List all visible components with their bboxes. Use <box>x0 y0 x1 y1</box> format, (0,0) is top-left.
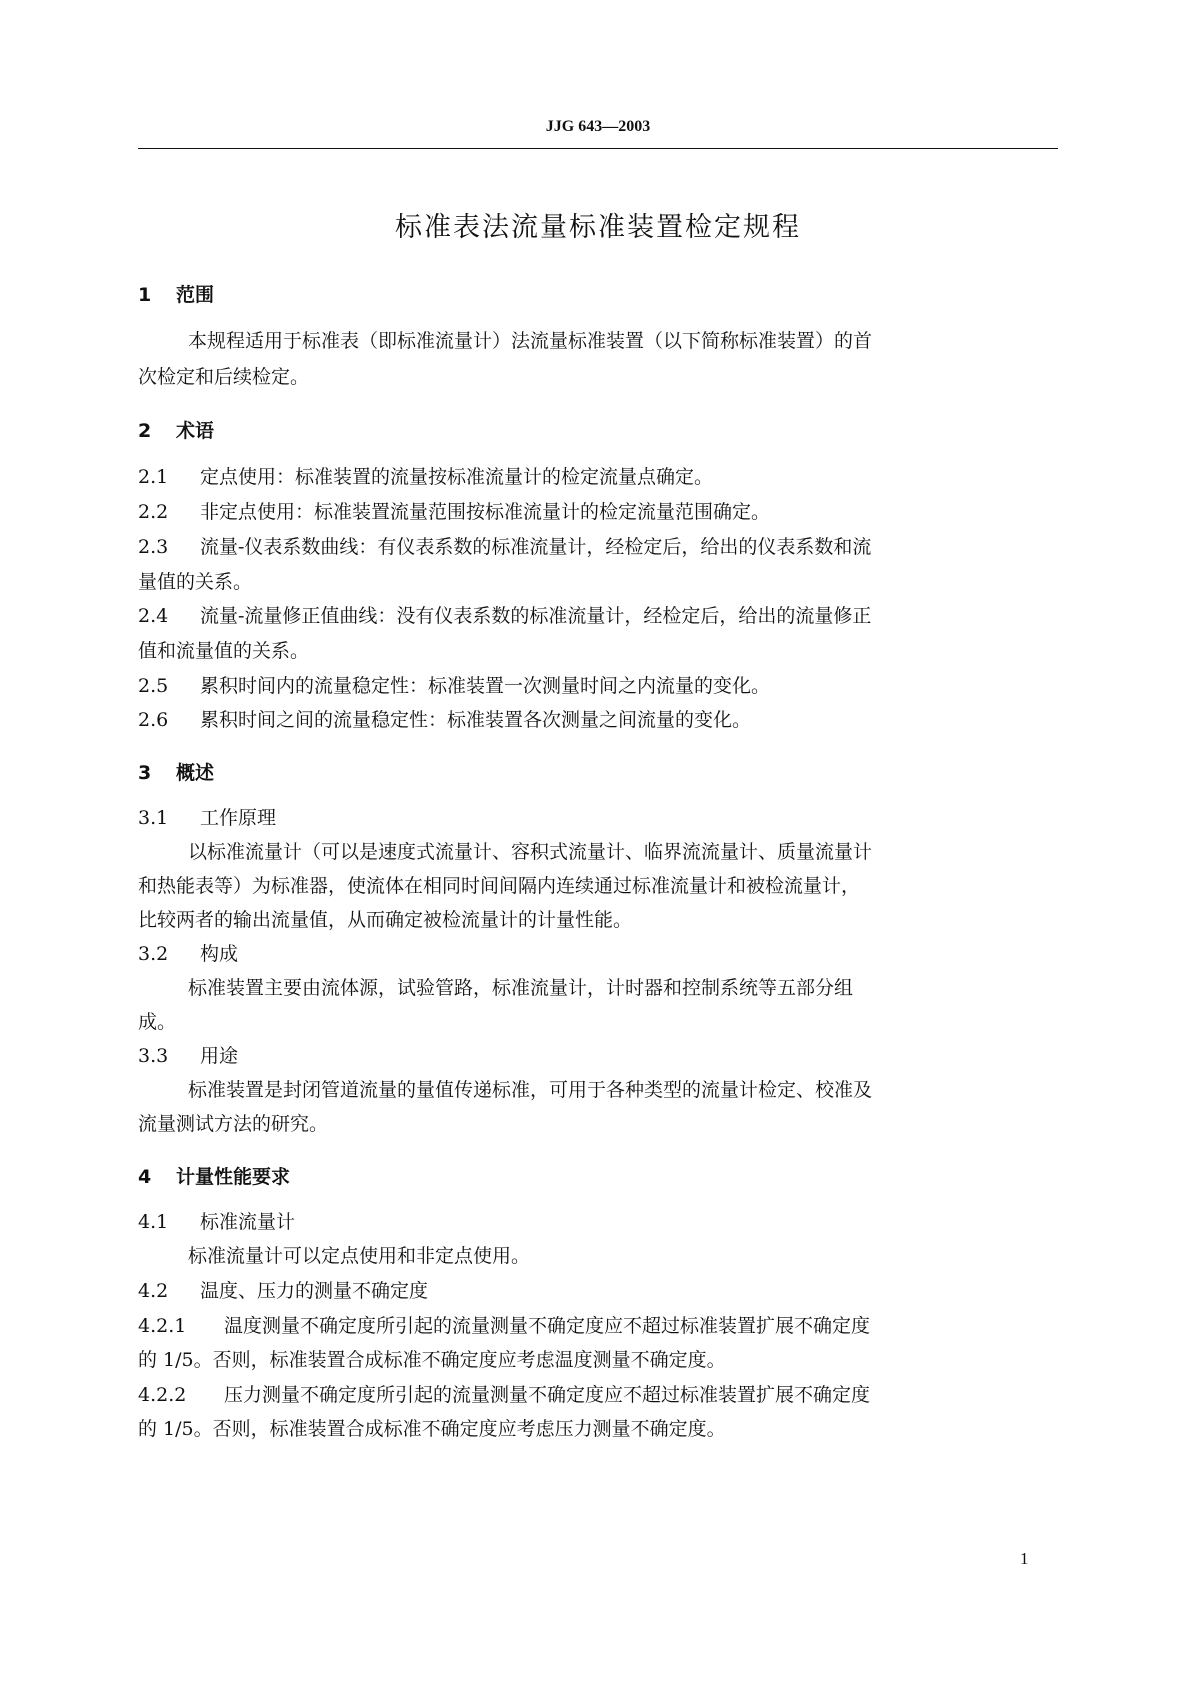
document-header: JJG 643—2003 <box>545 118 651 135</box>
paragraph: 流量测试方法的研究。 <box>138 1113 329 1135</box>
clause-number: 2.2 <box>138 501 169 523</box>
clause-text: 非定点使用：标准装置流量范围按标准流量计的检定流量范围确定。 <box>200 501 771 523</box>
clause-number: 2.3 <box>138 536 169 558</box>
clause-number: 3.1 <box>138 807 169 829</box>
paragraph: 量值的关系。 <box>138 571 253 593</box>
section-number: 1 <box>138 284 152 306</box>
paragraph: 标准装置主要由流体源，试验管路，标准流量计，计时器和控制系统等五部分组 <box>188 977 854 999</box>
paragraph: 标准流量计可以定点使用和非定点使用。 <box>188 1245 531 1267</box>
clause-number: 4.1 <box>138 1211 169 1233</box>
clause-text: 温度、压力的测量不确定度 <box>200 1280 429 1302</box>
clause-4-2 <box>138 1273 1058 1309</box>
clause-text: 压力测量不确定度所引起的流量测量不确定度应不超过标准装置扩展不确定度 <box>224 1384 871 1406</box>
clause-4-2-2 <box>138 1377 1058 1413</box>
clause-text: 标准流量计 <box>200 1211 296 1233</box>
clause-number: 4.2 <box>138 1280 169 1302</box>
clause-text: 构成 <box>200 943 239 965</box>
section-title: 计量性能要求 <box>176 1166 291 1188</box>
section-4-heading <box>138 1162 1058 1189</box>
page-number: 1 <box>1020 1549 1029 1568</box>
paragraph: 本规程适用于标准表（即标准流量计）法流量标准装置（以下简称标准装置）的首 <box>188 330 873 352</box>
section-2-heading <box>138 416 1058 443</box>
clause-2-4 <box>138 598 1058 634</box>
paragraph: 值和流量值的关系。 <box>138 640 310 662</box>
clause-number: 3.2 <box>138 943 169 965</box>
clause-number: 4.2.1 <box>138 1315 187 1337</box>
paragraph: 的 1/5。否则，标准装置合成标准不确定度应考虑压力测量不确定度。 <box>138 1418 726 1440</box>
paragraph: 标准装置是封闭管道流量的量值传递标准，可用于各种类型的流量计检定、校准及 <box>188 1079 873 1101</box>
clause-text: 累积时间内的流量稳定性：标准装置一次测量时间之内流量的变化。 <box>200 675 771 697</box>
section-number: 3 <box>138 762 152 784</box>
header-rule <box>138 148 1058 149</box>
clause-text: 用途 <box>200 1045 239 1067</box>
clause-2-5 <box>138 668 1058 704</box>
clause-number: 2.4 <box>138 605 169 627</box>
section-title: 术语 <box>176 420 215 442</box>
paragraph: 成。 <box>138 1011 177 1033</box>
section-1-heading <box>138 280 1058 307</box>
clause-text: 工作原理 <box>200 807 277 829</box>
clause-text: 流量-仪表系数曲线：有仪表系数的标准流量计，经检定后，给出的仪表系数和流 <box>200 536 872 558</box>
clause-4-1 <box>138 1204 1058 1240</box>
clause-number: 2.5 <box>138 675 169 697</box>
paragraph: 和热能表等）为标准器，使流体在相同时间间隔内连续通过标准流量计和被检流量计， <box>138 875 861 897</box>
clause-4-2-1 <box>138 1308 1058 1344</box>
clause-3-1 <box>138 800 1058 836</box>
paragraph: 比较两者的输出流量值，从而确定被检流量计的计量性能。 <box>138 909 633 931</box>
clause-text: 定点使用：标准装置的流量按标准流量计的检定流量点确定。 <box>200 466 714 488</box>
paragraph: 以标准流量计（可以是速度式流量计、容积式流量计、临界流流量计、质量流量计 <box>188 841 873 863</box>
clause-text: 累积时间之间的流量稳定性：标准装置各次测量之间流量的变化。 <box>200 709 752 731</box>
section-3-heading <box>138 758 1058 785</box>
clause-2-3 <box>138 529 1058 565</box>
clause-2-6 <box>138 702 1058 738</box>
paragraph: 的 1/5。否则，标准装置合成标准不确定度应考虑温度测量不确定度。 <box>138 1349 726 1371</box>
clause-text: 温度测量不确定度所引起的流量测量不确定度应不超过标准装置扩展不确定度 <box>224 1315 871 1337</box>
clause-2-1 <box>138 459 1058 495</box>
page-title: 标准表法流量标准装置检定规程 <box>395 212 801 243</box>
clause-2-2 <box>138 494 1058 530</box>
section-title: 范围 <box>176 284 215 306</box>
clause-3-3 <box>138 1038 1058 1074</box>
clause-number: 2.6 <box>138 709 169 731</box>
clause-number: 4.2.2 <box>138 1384 187 1406</box>
section-title: 概述 <box>176 762 215 784</box>
clause-3-2 <box>138 936 1058 972</box>
clause-number: 2.1 <box>138 466 169 488</box>
section-number: 4 <box>138 1166 152 1188</box>
clause-text: 流量-流量修正值曲线：没有仪表系数的标准流量计，经检定后，给出的流量修正 <box>200 605 872 627</box>
section-number: 2 <box>138 420 152 442</box>
clause-number: 3.3 <box>138 1045 169 1067</box>
paragraph: 次检定和后续检定。 <box>138 366 310 388</box>
